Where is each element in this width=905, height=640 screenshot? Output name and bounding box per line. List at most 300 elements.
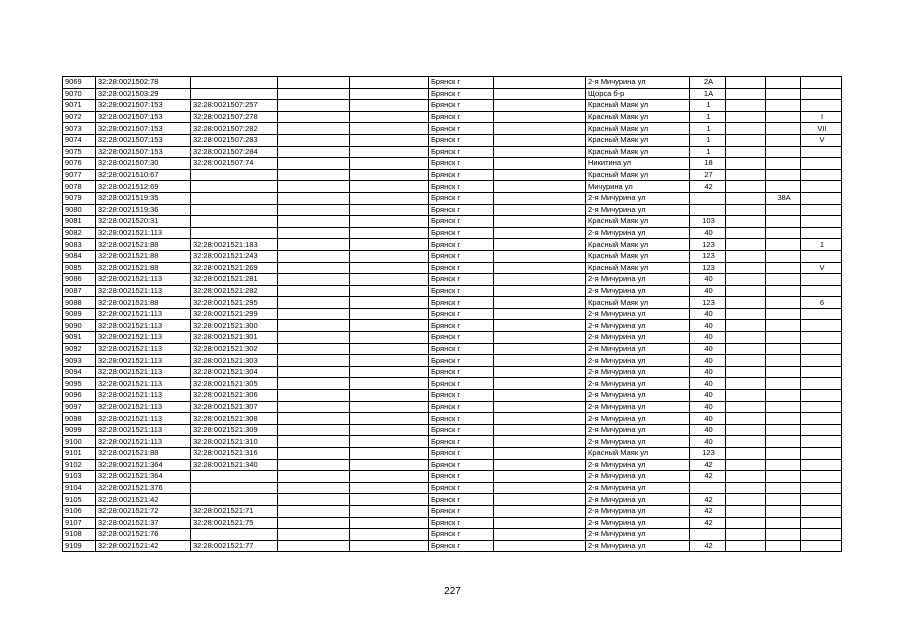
empty-cell <box>278 343 350 355</box>
unit-cell <box>801 308 842 320</box>
empty-cell <box>350 529 429 541</box>
unit-cell <box>801 424 842 436</box>
cadastral-number-cell: 32:28:0021507:153 <box>96 146 191 158</box>
table-row <box>63 378 842 390</box>
house-cell: 40 <box>690 401 726 413</box>
street-cell: 2-я Мичурина ул <box>586 413 690 425</box>
row-number-cell: 9097 <box>63 401 96 413</box>
sub-cadastral-number-cell: 32:28:0021507:257 <box>191 100 278 112</box>
empty-cell <box>278 436 350 448</box>
cadastral-number-cell: 32:28:0021519:36 <box>96 204 191 216</box>
sub-cadastral-number-cell: 32:28:0021507:282 <box>191 123 278 135</box>
registry-table-body <box>63 77 842 552</box>
unit-cell <box>801 77 842 89</box>
row-number-cell: 9098 <box>63 413 96 425</box>
empty-cell <box>278 181 350 193</box>
house-cell: 2А <box>690 77 726 89</box>
cadastral-number-cell: 32:28:0021519:35 <box>96 192 191 204</box>
house-cell: 42 <box>690 517 726 529</box>
letter-cell <box>766 494 801 506</box>
empty-cell <box>494 448 586 460</box>
city-cell: Брянск г <box>429 227 494 239</box>
empty-cell <box>278 482 350 494</box>
letter-cell <box>766 517 801 529</box>
house-cell: 123 <box>690 262 726 274</box>
empty-cell <box>726 401 766 413</box>
empty-cell <box>278 308 350 320</box>
row-number-cell: 9074 <box>63 134 96 146</box>
empty-cell <box>494 111 586 123</box>
empty-cell <box>350 239 429 251</box>
city-cell: Брянск г <box>429 517 494 529</box>
empty-cell <box>494 146 586 158</box>
letter-cell <box>766 343 801 355</box>
sub-cadastral-number-cell <box>191 77 278 89</box>
empty-cell <box>494 192 586 204</box>
city-cell: Брянск г <box>429 158 494 170</box>
cadastral-number-cell: 32:28:0021521:42 <box>96 540 191 552</box>
city-cell: Брянск г <box>429 308 494 320</box>
empty-cell <box>278 390 350 402</box>
street-cell: Красный Маяк ул <box>586 262 690 274</box>
empty-cell <box>350 459 429 471</box>
city-cell: Брянск г <box>429 540 494 552</box>
sub-cadastral-number-cell: 32:28:0021521:183 <box>191 239 278 251</box>
empty-cell <box>726 216 766 228</box>
empty-cell <box>494 181 586 193</box>
sub-cadastral-number-cell: 32:28:0021521:299 <box>191 308 278 320</box>
city-cell: Брянск г <box>429 505 494 517</box>
street-cell: Красный Маяк ул <box>586 216 690 228</box>
city-cell: Брянск г <box>429 239 494 251</box>
street-cell: 2-я Мичурина ул <box>586 482 690 494</box>
street-cell: 2-я Мичурина ул <box>586 529 690 541</box>
street-cell: 2-я Мичурина ул <box>586 308 690 320</box>
empty-cell <box>494 262 586 274</box>
empty-cell <box>350 158 429 170</box>
city-cell: Брянск г <box>429 181 494 193</box>
empty-cell <box>278 366 350 378</box>
cadastral-number-cell: 32:28:0021521:88 <box>96 239 191 251</box>
city-cell: Брянск г <box>429 274 494 286</box>
sub-cadastral-number-cell <box>191 88 278 100</box>
street-cell: 2-я Мичурина ул <box>586 343 690 355</box>
empty-cell <box>494 471 586 483</box>
empty-cell <box>494 320 586 332</box>
city-cell: Брянск г <box>429 88 494 100</box>
cadastral-number-cell: 32:28:0021507:153 <box>96 100 191 112</box>
empty-cell <box>494 100 586 112</box>
empty-cell <box>350 146 429 158</box>
table-row <box>63 274 842 286</box>
letter-cell <box>766 378 801 390</box>
cadastral-number-cell: 32:28:0021512:69 <box>96 181 191 193</box>
empty-cell <box>278 517 350 529</box>
cadastral-number-cell: 32:28:0021521:113 <box>96 274 191 286</box>
empty-cell <box>726 204 766 216</box>
street-cell: Красный Маяк ул <box>586 123 690 135</box>
empty-cell <box>494 529 586 541</box>
street-cell: 2-я Мичурина ул <box>586 390 690 402</box>
unit-cell: 6 <box>801 297 842 309</box>
empty-cell <box>494 274 586 286</box>
empty-cell <box>494 308 586 320</box>
cadastral-number-cell: 32:28:0021521:113 <box>96 401 191 413</box>
empty-cell <box>278 100 350 112</box>
sub-cadastral-number-cell: 32:28:0021521:301 <box>191 332 278 344</box>
empty-cell <box>350 436 429 448</box>
house-cell: 123 <box>690 250 726 262</box>
house-cell <box>690 192 726 204</box>
row-number-cell: 9082 <box>63 227 96 239</box>
unit-cell <box>801 158 842 170</box>
empty-cell <box>494 250 586 262</box>
house-cell: 123 <box>690 448 726 460</box>
unit-cell <box>801 100 842 112</box>
empty-cell <box>350 320 429 332</box>
letter-cell <box>766 529 801 541</box>
empty-cell <box>350 250 429 262</box>
street-cell: 2-я Мичурина ул <box>586 401 690 413</box>
city-cell: Брянск г <box>429 332 494 344</box>
empty-cell <box>494 88 586 100</box>
empty-cell <box>494 413 586 425</box>
sub-cadastral-number-cell: 32:28:0021521:71 <box>191 505 278 517</box>
letter-cell <box>766 274 801 286</box>
table-row <box>63 448 842 460</box>
sub-cadastral-number-cell <box>191 181 278 193</box>
empty-cell <box>494 494 586 506</box>
street-cell: Красный Маяк ул <box>586 169 690 181</box>
unit-cell <box>801 378 842 390</box>
table-row <box>63 204 842 216</box>
unit-cell <box>801 88 842 100</box>
unit-cell: 1 <box>801 239 842 251</box>
unit-cell <box>801 250 842 262</box>
empty-cell <box>350 366 429 378</box>
cadastral-number-cell: 32:28:0021521:113 <box>96 378 191 390</box>
row-number-cell: 9100 <box>63 436 96 448</box>
table-row <box>63 88 842 100</box>
empty-cell <box>494 436 586 448</box>
row-number-cell: 9104 <box>63 482 96 494</box>
empty-cell <box>726 436 766 448</box>
street-cell: Красный Маяк ул <box>586 111 690 123</box>
house-cell: 42 <box>690 181 726 193</box>
table-row <box>63 227 842 239</box>
sub-cadastral-number-cell: 32:28:0021507:283 <box>191 134 278 146</box>
letter-cell <box>766 100 801 112</box>
street-cell: Красный Маяк ул <box>586 239 690 251</box>
table-row <box>63 355 842 367</box>
cadastral-number-cell: 32:28:0021521:364 <box>96 471 191 483</box>
empty-cell <box>278 332 350 344</box>
empty-cell <box>350 262 429 274</box>
house-cell: 1 <box>690 111 726 123</box>
cadastral-number-cell: 32:28:0021507:153 <box>96 134 191 146</box>
registry-table <box>62 76 842 552</box>
row-number-cell: 9094 <box>63 366 96 378</box>
table-row <box>63 390 842 402</box>
empty-cell <box>350 274 429 286</box>
sub-cadastral-number-cell: 32:28:0021521:340 <box>191 459 278 471</box>
table-row <box>63 239 842 251</box>
table-row <box>63 134 842 146</box>
empty-cell <box>726 505 766 517</box>
empty-cell <box>278 285 350 297</box>
city-cell: Брянск г <box>429 250 494 262</box>
sub-cadastral-number-cell: 32:28:0021507:284 <box>191 146 278 158</box>
empty-cell <box>278 239 350 251</box>
empty-cell <box>726 111 766 123</box>
empty-cell <box>278 320 350 332</box>
empty-cell <box>494 227 586 239</box>
row-number-cell: 9102 <box>63 459 96 471</box>
sub-cadastral-number-cell <box>191 482 278 494</box>
table-row <box>63 517 842 529</box>
unit-cell <box>801 332 842 344</box>
empty-cell <box>726 413 766 425</box>
sub-cadastral-number-cell: 32:28:0021521:304 <box>191 366 278 378</box>
sub-cadastral-number-cell: 32:28:0021521:281 <box>191 274 278 286</box>
city-cell: Брянск г <box>429 355 494 367</box>
unit-cell: I <box>801 111 842 123</box>
empty-cell <box>278 413 350 425</box>
cadastral-number-cell: 32:28:0021521:364 <box>96 459 191 471</box>
unit-cell <box>801 169 842 181</box>
cadastral-number-cell: 32:28:0021521:72 <box>96 505 191 517</box>
empty-cell <box>726 146 766 158</box>
letter-cell <box>766 505 801 517</box>
row-number-cell: 9085 <box>63 262 96 274</box>
unit-cell <box>801 413 842 425</box>
city-cell: Брянск г <box>429 401 494 413</box>
cadastral-number-cell: 32:28:0021507:153 <box>96 123 191 135</box>
cadastral-number-cell: 32:28:0021521:76 <box>96 529 191 541</box>
sub-cadastral-number-cell <box>191 216 278 228</box>
cadastral-number-cell: 32:28:0021521:113 <box>96 413 191 425</box>
unit-cell: V <box>801 134 842 146</box>
empty-cell <box>494 169 586 181</box>
empty-cell <box>726 517 766 529</box>
sub-cadastral-number-cell: 32:28:0021521:306 <box>191 390 278 402</box>
unit-cell <box>801 285 842 297</box>
letter-cell <box>766 459 801 471</box>
house-cell: 1 <box>690 134 726 146</box>
row-number-cell: 9083 <box>63 239 96 251</box>
empty-cell <box>494 134 586 146</box>
house-cell: 40 <box>690 343 726 355</box>
sub-cadastral-number-cell: 32:28:0021521:308 <box>191 413 278 425</box>
table-row <box>63 320 842 332</box>
letter-cell <box>766 111 801 123</box>
empty-cell <box>350 424 429 436</box>
cadastral-number-cell: 32:28:0021521:113 <box>96 343 191 355</box>
table-row <box>63 308 842 320</box>
house-cell: 40 <box>690 285 726 297</box>
cadastral-number-cell: 32:28:0021521:113 <box>96 436 191 448</box>
empty-cell <box>350 494 429 506</box>
table-row <box>63 250 842 262</box>
letter-cell <box>766 320 801 332</box>
unit-cell <box>801 366 842 378</box>
cadastral-number-cell: 32:28:0021507:30 <box>96 158 191 170</box>
sub-cadastral-number-cell: 32:28:0021521:282 <box>191 285 278 297</box>
sub-cadastral-number-cell: 32:28:0021521:75 <box>191 517 278 529</box>
unit-cell <box>801 529 842 541</box>
street-cell: 2-я Мичурина ул <box>586 517 690 529</box>
sub-cadastral-number-cell: 32:28:0021521:310 <box>191 436 278 448</box>
table-row <box>63 297 842 309</box>
unit-cell <box>801 401 842 413</box>
cadastral-number-cell: 32:28:0021521:376 <box>96 482 191 494</box>
street-cell: 2-я Мичурина ул <box>586 192 690 204</box>
empty-cell <box>726 134 766 146</box>
cadastral-number-cell: 32:28:0021502:78 <box>96 77 191 89</box>
unit-cell: VII <box>801 123 842 135</box>
page-number: 227 <box>444 586 461 597</box>
row-number-cell: 9070 <box>63 88 96 100</box>
table-row <box>63 366 842 378</box>
letter-cell <box>766 401 801 413</box>
city-cell: Брянск г <box>429 204 494 216</box>
house-cell: 40 <box>690 227 726 239</box>
empty-cell <box>278 274 350 286</box>
empty-cell <box>278 448 350 460</box>
empty-cell <box>350 100 429 112</box>
empty-cell <box>350 134 429 146</box>
letter-cell <box>766 424 801 436</box>
cadastral-number-cell: 32:28:0021521:88 <box>96 448 191 460</box>
letter-cell <box>766 239 801 251</box>
empty-cell <box>278 134 350 146</box>
empty-cell <box>494 239 586 251</box>
street-cell: 2-я Мичурина ул <box>586 77 690 89</box>
empty-cell <box>278 424 350 436</box>
letter-cell <box>766 297 801 309</box>
sub-cadastral-number-cell: 32:28:0021521:309 <box>191 424 278 436</box>
sub-cadastral-number-cell <box>191 494 278 506</box>
street-cell: 2-я Мичурина ул <box>586 505 690 517</box>
street-cell: 2-я Мичурина ул <box>586 540 690 552</box>
row-number-cell: 9081 <box>63 216 96 228</box>
empty-cell <box>726 332 766 344</box>
table-row <box>63 146 842 158</box>
house-cell: 1 <box>690 123 726 135</box>
row-number-cell: 9080 <box>63 204 96 216</box>
letter-cell <box>766 158 801 170</box>
unit-cell <box>801 227 842 239</box>
street-cell: 2-я Мичурина ул <box>586 424 690 436</box>
house-cell: 40 <box>690 332 726 344</box>
street-cell: 2-я Мичурина ул <box>586 227 690 239</box>
street-cell: Красный Маяк ул <box>586 134 690 146</box>
letter-cell <box>766 482 801 494</box>
street-cell: Красный Маяк ул <box>586 100 690 112</box>
empty-cell <box>494 343 586 355</box>
table-row <box>63 424 842 436</box>
row-number-cell: 9079 <box>63 192 96 204</box>
table-row <box>63 192 842 204</box>
empty-cell <box>494 459 586 471</box>
empty-cell <box>278 250 350 262</box>
empty-cell <box>726 297 766 309</box>
city-cell: Брянск г <box>429 146 494 158</box>
row-number-cell: 9069 <box>63 77 96 89</box>
empty-cell <box>726 424 766 436</box>
empty-cell <box>726 88 766 100</box>
empty-cell <box>726 529 766 541</box>
house-cell: 42 <box>690 494 726 506</box>
empty-cell <box>350 390 429 402</box>
city-cell: Брянск г <box>429 366 494 378</box>
letter-cell <box>766 204 801 216</box>
table-row <box>63 332 842 344</box>
sub-cadastral-number-cell <box>191 529 278 541</box>
city-cell: Брянск г <box>429 459 494 471</box>
row-number-cell: 9106 <box>63 505 96 517</box>
sub-cadastral-number-cell: 32:28:0021521:300 <box>191 320 278 332</box>
letter-cell <box>766 540 801 552</box>
house-cell: 103 <box>690 216 726 228</box>
row-number-cell: 9088 <box>63 297 96 309</box>
empty-cell <box>494 216 586 228</box>
letter-cell <box>766 332 801 344</box>
letter-cell <box>766 216 801 228</box>
empty-cell <box>726 320 766 332</box>
street-cell: Мичурина ул <box>586 181 690 193</box>
row-number-cell: 9087 <box>63 285 96 297</box>
table-row <box>63 471 842 483</box>
street-cell: Никитина ул <box>586 158 690 170</box>
unit-cell <box>801 181 842 193</box>
sub-cadastral-number-cell: 32:28:0021521:305 <box>191 378 278 390</box>
house-cell: 18 <box>690 158 726 170</box>
cadastral-number-cell: 32:28:0021521:37 <box>96 517 191 529</box>
empty-cell <box>726 285 766 297</box>
empty-cell <box>350 216 429 228</box>
table-row <box>63 169 842 181</box>
empty-cell <box>350 192 429 204</box>
city-cell: Брянск г <box>429 529 494 541</box>
street-cell: 2-я Мичурина ул <box>586 204 690 216</box>
letter-cell <box>766 436 801 448</box>
table-row <box>63 482 842 494</box>
table-row <box>63 77 842 89</box>
empty-cell <box>726 448 766 460</box>
street-cell: 2-я Мичурина ул <box>586 274 690 286</box>
letter-cell <box>766 285 801 297</box>
unit-cell <box>801 448 842 460</box>
row-number-cell: 9077 <box>63 169 96 181</box>
unit-cell <box>801 216 842 228</box>
cadastral-number-cell: 32:28:0021521:113 <box>96 366 191 378</box>
empty-cell <box>350 204 429 216</box>
house-cell <box>690 482 726 494</box>
table-row <box>63 436 842 448</box>
empty-cell <box>726 459 766 471</box>
house-cell: 40 <box>690 274 726 286</box>
sub-cadastral-number-cell: 32:28:0021521:316 <box>191 448 278 460</box>
city-cell: Брянск г <box>429 169 494 181</box>
empty-cell <box>350 482 429 494</box>
house-cell: 123 <box>690 239 726 251</box>
city-cell: Брянск г <box>429 378 494 390</box>
house-cell: 40 <box>690 424 726 436</box>
empty-cell <box>726 169 766 181</box>
letter-cell <box>766 169 801 181</box>
empty-cell <box>350 285 429 297</box>
